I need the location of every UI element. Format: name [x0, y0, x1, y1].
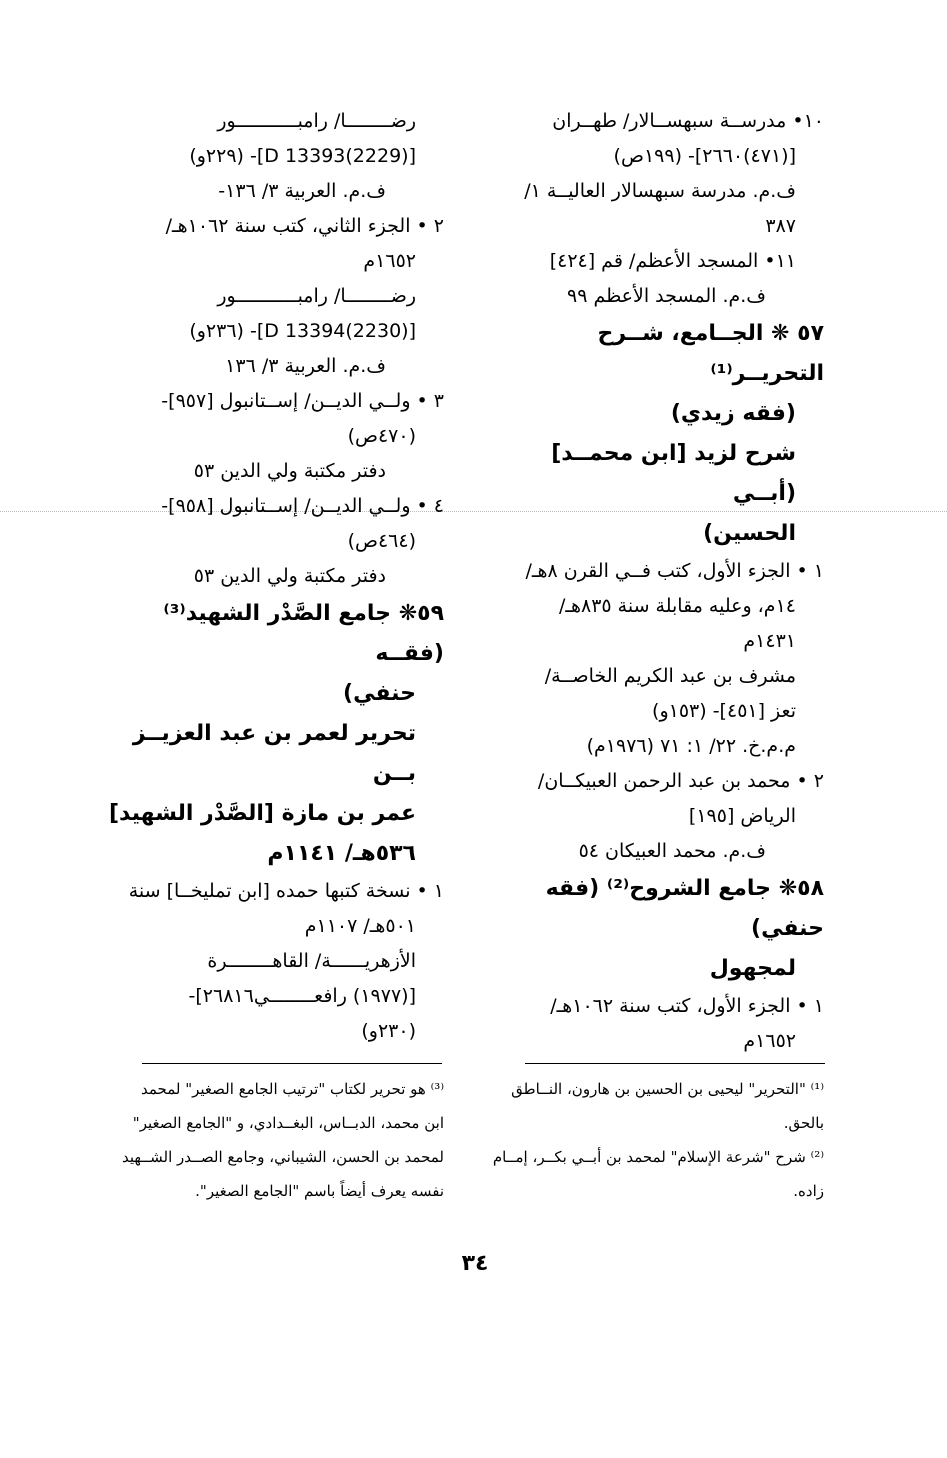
left-column-line: ٥٠١هـ/ ١١٠٧م: [304, 915, 416, 937]
left-column-line: ٣ • ولــي الديــن/ إســتانبول [٩٥٧]-: [161, 390, 444, 412]
left-column-line: (٤٧٠ص): [347, 425, 416, 447]
footnote-rule-right: [525, 1063, 825, 1064]
left-column-line: ٤ • ولــي الديــن/ إســتانبول [٩٥٨]-: [161, 495, 444, 517]
right-column-line: ١٤٣١م: [743, 630, 796, 652]
right-column-line: [(٤٧١)٢٦٦٠]- (١٩٩ص): [613, 145, 796, 167]
right-column: [488, 104, 824, 1059]
right-column-line: مشرف بن عبد الكريم الخاصــة/: [544, 665, 796, 687]
left-column-line: [D 13393(2229)]- (٢٢٩و): [189, 145, 416, 167]
left-column-line: رضــــــــا/ رامبـــــــــــور: [217, 110, 416, 132]
left-column-line: ١٦٥٢م: [363, 250, 416, 272]
footnote-line: ⁽³⁾ هو تحرير لكتاب "ترتيب الجامع الصغير" لمحمد: [140, 1080, 444, 1098]
left-column-line: (٤٦٤ص): [347, 530, 416, 552]
right-column-line: م.م.خ. ٢٢/ ١: ٧١ (١٩٧٦م): [586, 735, 796, 757]
right-column-line: ٢ • محمد بن عبد الرحمن العبيكــان/: [537, 770, 824, 792]
right-column-line: شرح لزيد [ابن محمــد] (أبــي: [551, 441, 796, 506]
right-column-line: ١٤م، وعليه مقابلة سنة ٨٣٥هـ/: [558, 595, 796, 617]
right-column-line: (فقه زيدي): [670, 401, 796, 426]
left-column: [104, 104, 444, 1049]
footnote-line: ⁽¹⁾ "التحرير" ليحيى بن الحسين بن هارون، النــاطق: [511, 1080, 824, 1098]
left-column-line: حنفي): [343, 681, 416, 706]
right-column-line: ١ • الجزء الأول، كتب سنة ١٠٦٢هـ/: [550, 995, 824, 1017]
right-column-line: ١ • الجزء الأول، كتب فــي القرن ٨هـ/: [525, 560, 824, 582]
right-column-line: ١٦٥٢م: [743, 1030, 796, 1052]
right-column-line: ف.م. مدرسة سبهسالار العاليــة ١/: [524, 180, 796, 202]
left-column-line: ٥٩❋ جامع الصَّدْر الشهيد⁽³⁾ (فقــه: [163, 601, 444, 666]
footnote-rule-left: [142, 1063, 442, 1064]
right-column-line: تعز [٤٥١]- (١٥٣و): [652, 700, 796, 722]
left-column-line: (٢٣٠و): [361, 1020, 416, 1042]
page-number: ٣٤: [461, 1251, 489, 1276]
left-column-line: ف.م. العربية ٣/ ١٣٦-: [218, 180, 386, 202]
footnote-line: زاده.: [793, 1182, 824, 1200]
right-column-line: ف.م. المسجد الأعظم ٩٩: [566, 285, 766, 307]
left-column-line: دفتر مكتبة ولي الدين ٥٣: [193, 565, 386, 587]
right-column-line: ٥٨❋ جامع الشروح⁽²⁾ (فقه حنفي): [545, 876, 824, 941]
footnote-line: ⁽²⁾ شرح "شرعة الإسلام" لمحمد بن أبــي بكــر، إمــام: [492, 1148, 824, 1166]
left-column-line: رضــــــــا/ رامبـــــــــــور: [217, 285, 416, 307]
footnotes-right: [488, 1072, 824, 1208]
left-column-line: تحرير لعمر بن عبد العزيــز بــن: [132, 721, 416, 786]
left-column-line: عمر بن مازة [الصَّدْر الشهيد]: [108, 801, 416, 826]
footnote-line: ابن محمد، الدبــاس، البغــدادي، و "الجامع الصغير": [132, 1114, 444, 1132]
footnote-line: نفسه يعرف أيضاً باسم "الجامع الصغير".: [195, 1182, 444, 1200]
left-column-line: [D 13394(2230)]- (٢٣٦و): [189, 320, 416, 342]
left-column-line: ف.م. العربية ٣/ ١٣٦: [225, 355, 386, 377]
right-column-line: ف.م. محمد العبيكان ٥٤: [578, 840, 766, 862]
left-column-line: الأزهريــــــة/ القاهــــــــرة: [207, 950, 416, 972]
right-column-line: ١١• المسجد الأعظم/ قم [٤٢٤]: [549, 250, 796, 272]
left-column-line: دفتر مكتبة ولي الدين ٥٣: [193, 460, 386, 482]
right-column-line: الرياض [١٩٥]: [688, 805, 796, 827]
left-column-line: ٥٣٦هـ/ ١١٤١م: [267, 841, 416, 866]
left-column-line: [(١٩٧٧) رافعــــــــي٢٦٨١٦]-: [188, 985, 416, 1007]
footnote-line: لمحمد بن الحسن، الشيباني، وجامع الصــدر الشــهيد: [122, 1148, 444, 1166]
right-column-line: لمجهول: [709, 956, 796, 981]
right-column-line: ١٠• مدرســة سبهســالار/ طهــران: [552, 110, 824, 132]
left-column-line: ١ • نسخة كتبها حمده [ابن تمليخــا] سنة: [128, 880, 444, 902]
right-column-line: ٣٨٧: [765, 215, 796, 237]
left-column-line: ٢ • الجزء الثاني، كتب سنة ١٠٦٢هـ/: [165, 215, 444, 237]
footnote-line: بالحق.: [783, 1114, 824, 1132]
footnotes-left: [104, 1072, 444, 1208]
right-column-line: ٥٧ ❋ الجــامع، شــرح التحريــر⁽¹⁾: [597, 321, 824, 386]
right-column-line: الحسين): [703, 521, 796, 546]
